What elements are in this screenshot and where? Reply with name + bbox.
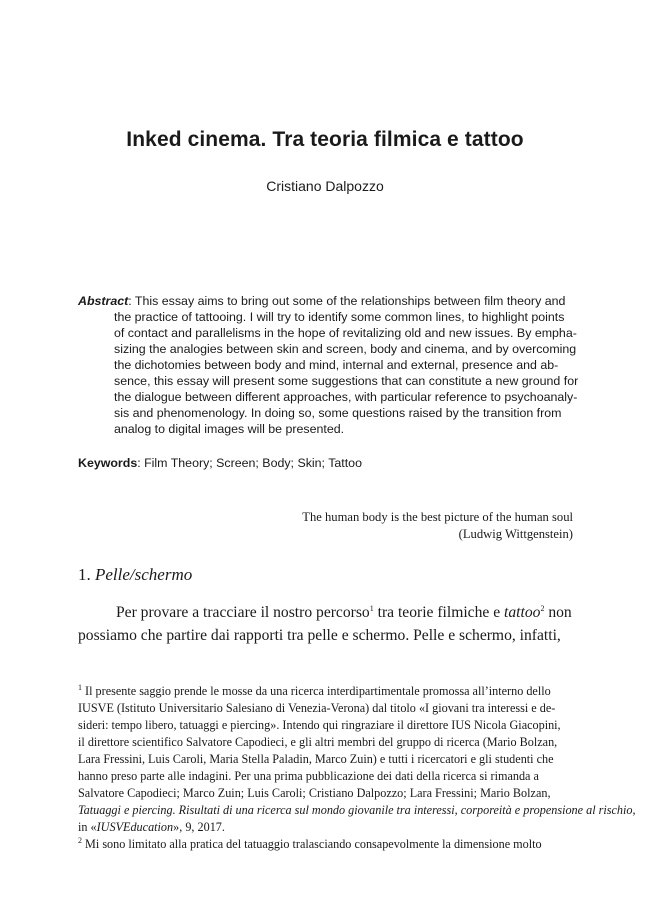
footnote-text: Mi sono limitato alla pratica del tatuaggio tralasciando consapevolmente la dimensione molto [82, 837, 542, 851]
abstract-text: : This essay aims to bring out some of the relationships between film theory and [128, 294, 566, 308]
footnote-1-line: Lara Fressini, Luis Caroli, Maria Stella Paladin, Marco Zuin) e tutti i ricercatori e gli studenti che [78, 752, 554, 766]
footnote-1-line: il direttore scientifico Salvatore Capodieci, e gli altri membri del gruppo di ricerca (Mario Bolzan, [78, 735, 558, 749]
footnotes-block [78, 682, 636, 853]
body-italic-term: tattoo [504, 604, 541, 621]
abstract-line: the dichotomies between body and mind, internal and external, presence and ab- [114, 358, 559, 372]
keywords-label: Keywords [78, 456, 138, 470]
footnote-italic-title: Tatuaggi e piercing. Risultati di una ricerca sul mondo giovanile tra interessi, corporeità e propensione al rischio, [78, 803, 636, 817]
footnote-1-line: IUSVE (Istituto Universitario Salesiano di Venezia-Verona) dal titolo «I giovani tra interessi e de- [78, 701, 556, 715]
keywords-text: : Film Theory; Screen; Body; Skin; Tattoo [137, 456, 362, 470]
body-text [78, 601, 575, 647]
footnote-2-line [78, 836, 575, 853]
keywords-line [78, 456, 362, 470]
section-heading [78, 565, 192, 585]
abstract-line: sence, this essay will present some suggestions that can constitute a new ground for [114, 374, 579, 388]
abstract-line: the dialogue between different approaches, with particular reference to psychoanaly- [114, 390, 578, 404]
footnote-1-line: hanno preso parte alle indagini. Per una prima pubblicazione dei dati della ricerca si rimanda a [78, 769, 539, 783]
epigraph [302, 509, 573, 543]
abstract-line: of contact and parallelisms in the hope of revitalizing old and new issues. By empha- [114, 326, 577, 340]
body-text-span: tra teorie filmiche e [373, 604, 505, 621]
footnote-ref-2[interactable]: 2 [540, 603, 545, 613]
footnote-ref-1[interactable]: 1 [369, 603, 374, 613]
abstract-label: Abstract [78, 294, 129, 308]
abstract-line: sis and phenomenology. In doing so, some questions raised by the transition from [114, 406, 562, 420]
body-line: possiamo che partire dai rapporti tra pelle e schermo. Pelle e schermo, infatti, [78, 627, 561, 644]
epigraph-quote: The human body is the best picture of the human soul [302, 510, 573, 524]
footnote-journal: IUSVEducation [96, 820, 174, 834]
author-name: Cristiano Dalpozzo [266, 178, 384, 194]
abstract-block [78, 293, 579, 437]
footnote-1-line [78, 683, 575, 700]
footnote-text: Il presente saggio prende le mosse da una ricerca interdipartimentale promossa all’interno dello [82, 684, 551, 698]
footnote-1-line: sideri: tempo libero, tatuaggi e piercing». Intendo qui ringraziare il direttore IUS Nicola Giacopini, [78, 718, 561, 732]
paper-title: Inked cinema. Tra teoria filmica e tattoo [126, 128, 524, 151]
footnote-1-line [78, 802, 636, 819]
abstract-line: sizing the analogies between skin and screen, body and cinema, and by overcoming [114, 342, 577, 356]
section-number: 1. [78, 565, 95, 584]
abstract-line: the practice of tattooing. I will try to identify some common lines, to highlight points [114, 310, 565, 324]
footnote-text: in « [78, 820, 97, 834]
abstract-line: analog to digital images will be presented. [114, 422, 345, 436]
footnote-text: », 9, 2017. [173, 820, 225, 834]
footnote-2-number: 2 [78, 835, 82, 845]
footnote-1-line [78, 819, 575, 836]
section-title: Pelle/schermo [95, 565, 193, 584]
epigraph-attribution: (Ludwig Wittgenstein) [458, 527, 573, 541]
body-text-span: Per provare a tracciare il nostro percorso [116, 604, 370, 621]
footnote-1-line: Salvatore Capodieci; Marco Zuin; Luis Caroli; Cristiano Dalpozzo; Lara Fressini; Mario Bolzan, [78, 786, 551, 800]
body-line [78, 601, 575, 624]
footnote-1-number: 1 [78, 682, 82, 692]
body-text-span: non [544, 604, 572, 621]
abstract-line [78, 293, 575, 309]
